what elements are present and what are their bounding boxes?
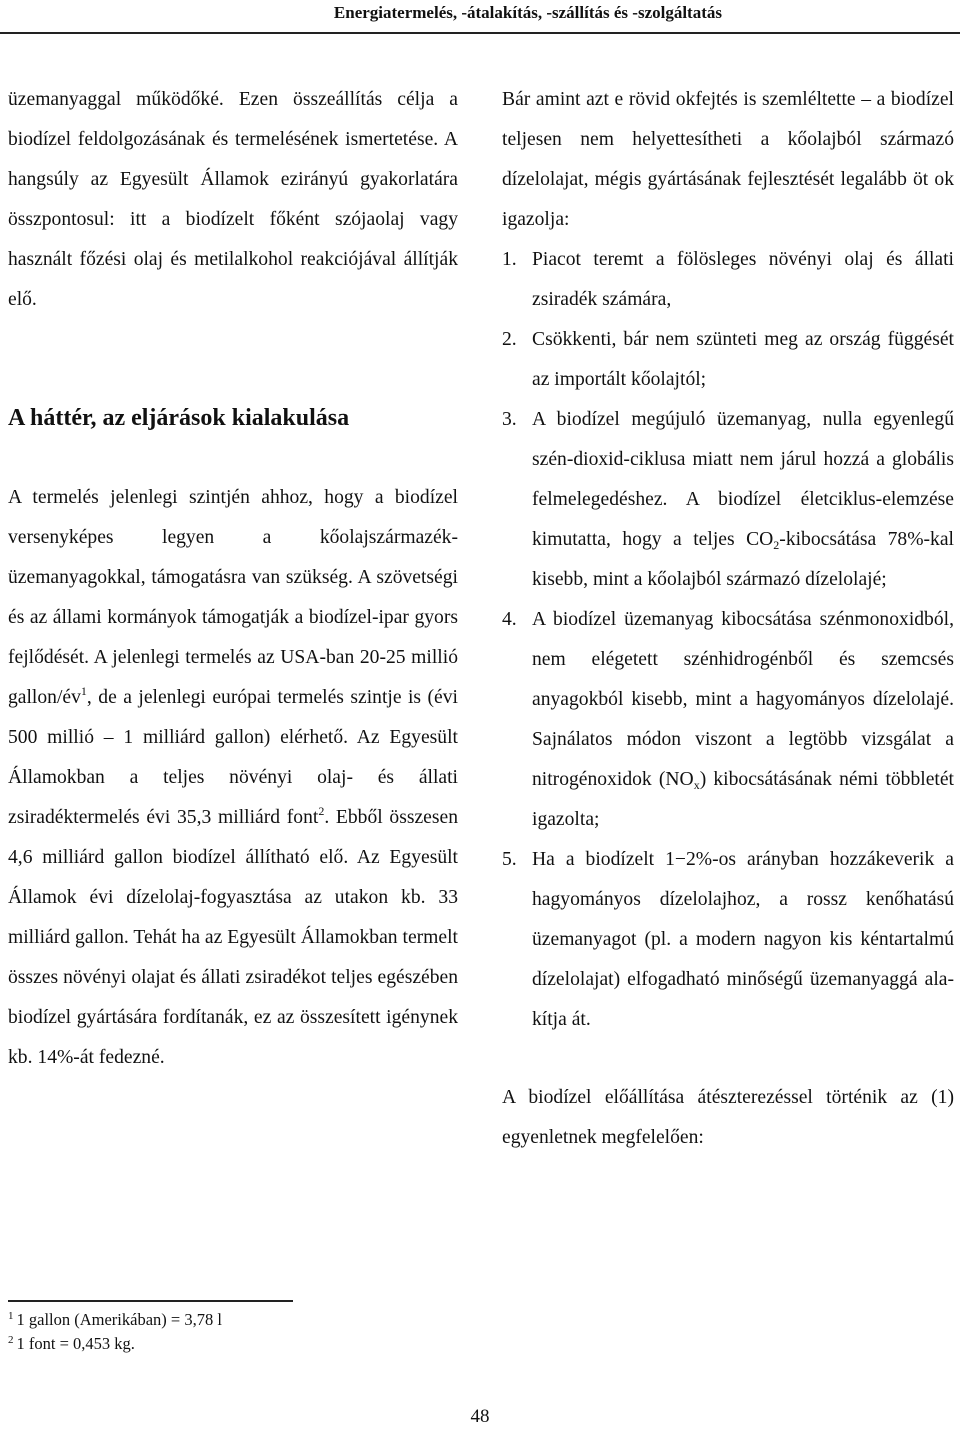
list-item-text-before: A biodízel megújuló üzemanyag, nulla egyenlegű szén-dioxid-ciklusa miatt nem járul hozzá a globális felmelegedéshez. A biodízel életciklus-elemzése kimutatta, hogy a teljes CO: [532, 409, 954, 550]
running-header: [0, 0, 960, 30]
header-rule: [0, 32, 960, 34]
footnote-reference-1[interactable]: 1: [80, 684, 87, 698]
footnote-1: [8, 1308, 458, 1332]
list-item-number: 3.: [502, 409, 517, 430]
nox-subscript: x: [693, 778, 700, 792]
spacer: [502, 1040, 954, 1078]
list-item-text: [532, 609, 954, 830]
right-column: [502, 80, 954, 1158]
footnote-rule: [8, 1300, 293, 1302]
list-item: [502, 600, 954, 840]
body-text-part1: A termelés jelenlegi szintjén ahhoz, hogy a biodízel versenyképes legyen a kőolajszármazék-üzemanyagokkal, támogatásra van szükség. A szövetségi és az állami kormányok támogatják a biodízel-ipar gyors fejlődését. A jelenlegi termelés az USA-ban 20-25 millió gallon/év: [8, 487, 458, 708]
final-paragraph: A biodízel előállítása átészterezéssel történik az (1) egyenletnek megfelelően:: [502, 1087, 954, 1148]
list-item: [502, 400, 954, 600]
page-number: 48: [470, 1406, 490, 1427]
list-item: [502, 320, 954, 400]
body-text-part2: , de a jelenlegi európai termelés szintje is (évi 500 millió – 1 milliárd gallon) elérhető. Az Egyesült Államokban a teljes növényi olaj- és állati zsiradéktermelés évi 35,3 milliárd font: [8, 687, 458, 828]
list-item-text: Csökkenti, bár nem szünteti meg az ország függését az importált kőolajtól;: [532, 329, 954, 390]
intro-paragraph: üzemanyaggal működőké. Ezen összeállítás célja a biodízel feldolgozásának és termelésének ismertetése. A hangsúly az Egyesült Államok ezirányú gyakorlatára összpontosul: itt a biodízelt főként szójaolaj vagy használt főzési olaj és metilalkohol reakciójával állítják elő.: [8, 89, 458, 310]
list-item-text: Piacot teremt a fölösleges növényi olaj és állati zsiradék számára,: [532, 249, 954, 310]
footnote-text: 1 font = 0,453 kg.: [16, 1334, 135, 1353]
list-item-number: 4.: [502, 609, 517, 630]
list-item-text-after: -kibocsátása 78%-kal kisebb, mint a kőolajból származó dízelolajé;: [532, 529, 954, 590]
footnote-text: 1 gallon (Amerikában) = 3,78 l: [16, 1310, 222, 1329]
spacer: [8, 438, 458, 478]
list-item-text: [532, 409, 954, 590]
list-item-number: 2.: [502, 329, 517, 350]
advantages-list: [502, 240, 954, 1040]
footnote-marker: 1: [8, 1310, 14, 1322]
list-item-text-before: A biodízel üzemanyag kibocsátása szénmonoxidból, nem elégetett szénhidrogénből és szemcsés anyagokból kisebb, mint a hagyományos dízelolajé. Sajnálatos módon viszont a legtöbb vizsgálat a nitrogénoxidok (NO: [532, 609, 954, 790]
section-heading: A háttér, az eljárások kialakulása: [8, 405, 350, 431]
list-item-text-after: ) kibocsátásának némi többletét igazolta;: [532, 769, 955, 830]
footnote-marker: 2: [8, 1334, 14, 1346]
body-paragraph: [8, 478, 458, 1078]
right-intro-paragraph: Bár amint azt e rövid okfejtés is szemléltette – a biodízel teljesen nem helyettesítheti a kőolajból származó dízelolajat, mégis gyártásának fejlesztését legalább öt ok igazolja:: [502, 89, 954, 230]
list-item: [502, 840, 954, 1040]
body-text-part3: . Ebből összesen 4,6 milliárd gallon biodízel állítható elő. Az Egyesült Államok évi dízelolaj-fogyasztása az utakon kb. 33 milliárd gallon. Tehát ha az Egyesült Államokban termelt összes növényi olajat és állati zsiradékot teljes egészében biodízel gyártására fordítanák, ez az összesített igénynek kb. 14%-át fedezné.: [8, 807, 458, 1068]
spacer: [8, 320, 458, 398]
list-item-number: 1.: [502, 249, 517, 270]
list-item: [502, 240, 954, 320]
footnotes: [8, 1308, 458, 1356]
co2-subscript: 2: [773, 538, 780, 552]
list-item-text: Ha a biodízelt 1−2%-os arányban hozzákeverik a hagyományos dízelolajhoz, a rossz kenőhatású üzemanyagot (pl. a modern nagyon kis kéntartalmú dízelolajat) elfogadható minőségű üzemanyaggá alakítja át.: [532, 849, 954, 1030]
list-item-number: 5.: [502, 849, 517, 870]
running-title: Energiatermelés, -átalakítás, -szállítás és -szolgáltatás: [333, 3, 722, 22]
footnote-reference-2[interactable]: 2: [318, 804, 325, 818]
left-column: [8, 80, 458, 1078]
footnote-2: [8, 1332, 458, 1356]
